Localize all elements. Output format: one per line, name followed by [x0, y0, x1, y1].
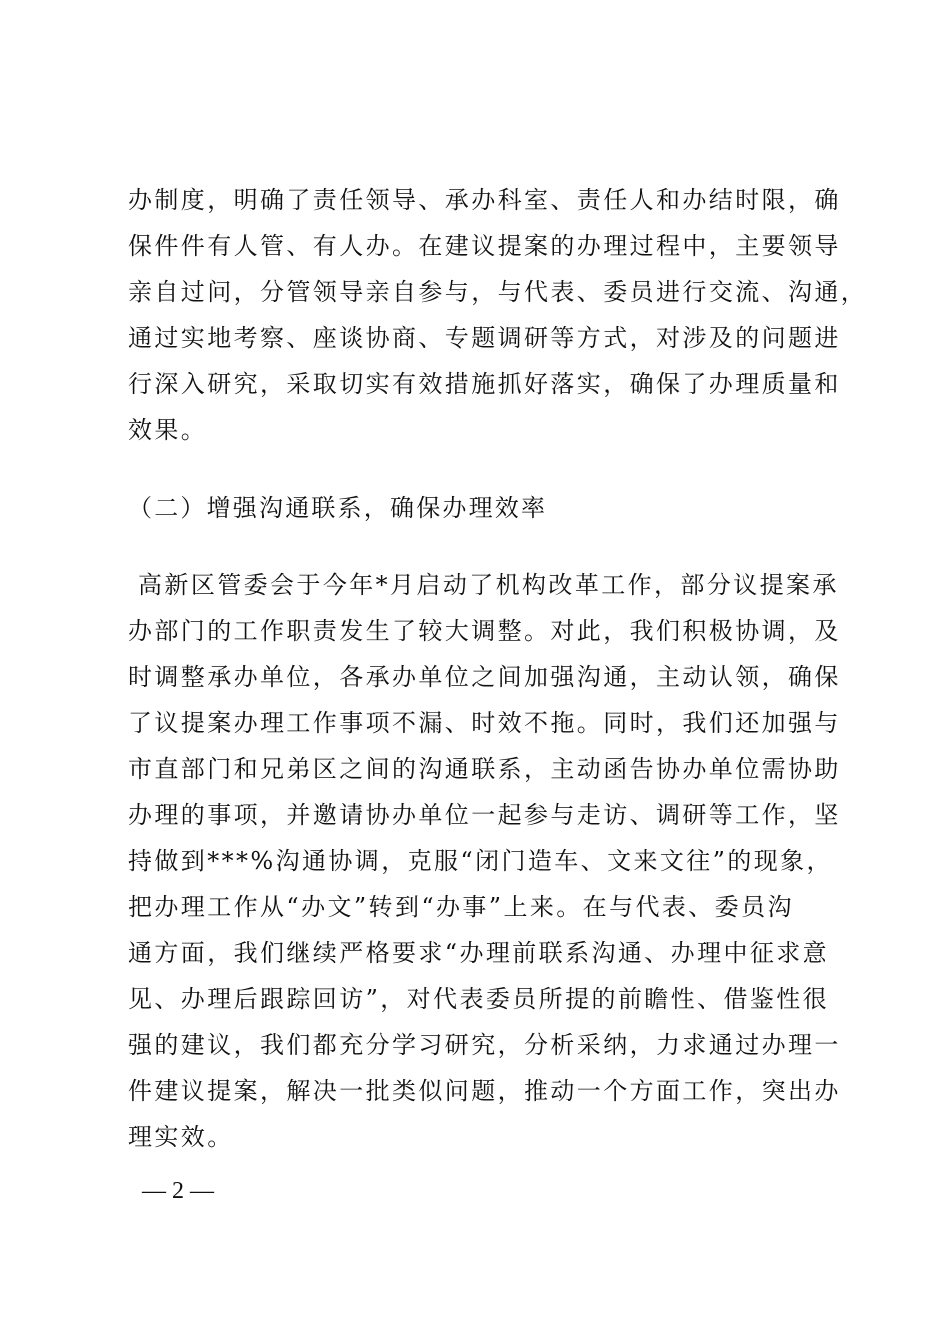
paragraph-line: 了议提案办理工作事项不漏、时效不拖。同时，我们还加强与	[128, 709, 841, 737]
paragraph-line: 强的建议，我们都充分学习研究，分析采纳，力求通过办理一	[128, 1031, 841, 1059]
paragraph-line: 见、办理后跟踪回访”，对代表委员所提的前瞻性、借鉴性很	[128, 985, 830, 1013]
paragraph-line: 亲自过问，分管领导亲自参与，与代表、委员进行交流、沟通，	[128, 278, 868, 306]
paragraph-line: 高新区管委会于今年*月启动了机构改革工作，部分议提案承	[128, 571, 839, 599]
paragraph-line: 保件件有人管、有人办。在建议提案的办理过程中，主要领导	[128, 232, 841, 260]
section-heading	[128, 485, 828, 531]
paragraph-line: 持做到***%沟通协调，克服“闭门造车、文来文往”的现象，	[128, 847, 833, 875]
section-heading-text: （二）增强沟通联系，确保办理效率	[128, 494, 548, 522]
body-paragraph-1	[128, 177, 868, 453]
paragraph-line: 件建议提案，解决一批类似问题，推动一个方面工作，突出办	[128, 1077, 841, 1105]
paragraph-line: 效果。	[128, 416, 208, 444]
body-paragraph-2	[128, 562, 841, 1160]
paragraph-line: 通过实地考察、座谈协商、专题调研等方式，对涉及的问题进	[128, 324, 841, 352]
paragraph-line: 时调整承办单位，各承办单位之间加强沟通，主动认领，确保	[128, 663, 841, 691]
paragraph-line: 办制度，明确了责任领导、承办科室、责任人和办结时限，确	[128, 186, 841, 214]
paragraph-line: 把办理工作从“办文”转到“办事”上来。在与代表、委员沟	[128, 893, 794, 921]
paragraph-line: 办部门的工作职责发生了较大调整。对此，我们积极协调，及	[128, 617, 841, 645]
page-number: — 2 —	[142, 1178, 214, 1204]
paragraph-line: 办理的事项，并邀请协办单位一起参与走访、调研等工作，坚	[128, 801, 841, 829]
paragraph-line: 市直部门和兄弟区之间的沟通联系，主动函告协办单位需协助	[128, 755, 841, 783]
paragraph-line: 行深入研究，采取切实有效措施抓好落实，确保了办理质量和	[128, 370, 841, 398]
paragraph-line: 通方面，我们继续严格要求“办理前联系沟通、办理中征求意	[128, 939, 830, 967]
paragraph-line: 理实效。	[128, 1123, 234, 1151]
